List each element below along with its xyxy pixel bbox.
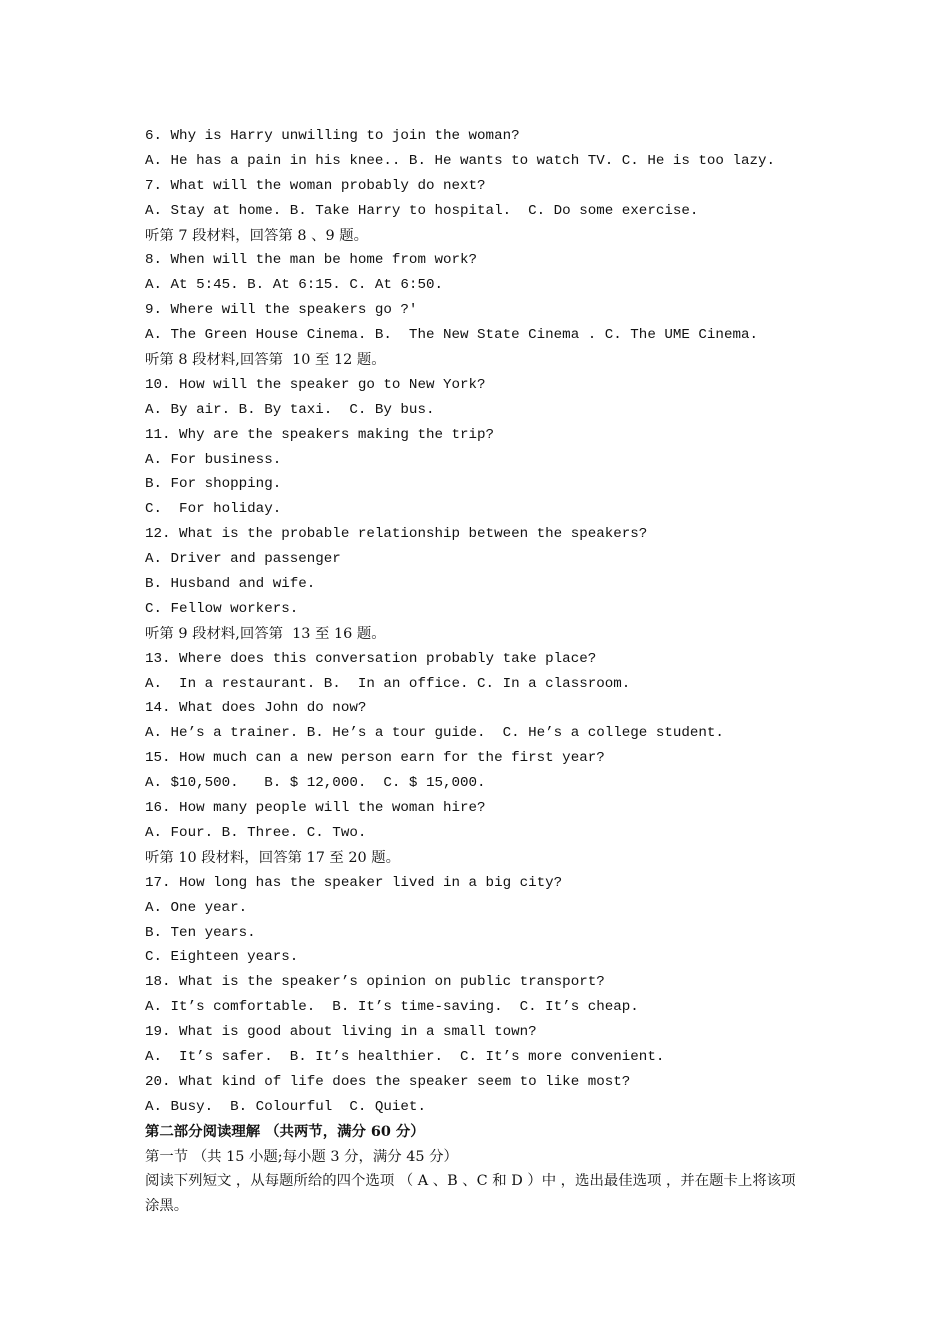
options-line: A. By air. B. By taxi. C. By bus.	[145, 401, 435, 418]
options-line: A. One year.	[145, 899, 248, 916]
options-line: A. $10,500. B. $ 12,000. C. $ 15,000.	[145, 775, 486, 792]
options-line: A. Busy. B. Colourful C. Quiet.	[145, 1098, 426, 1115]
options-line: B. For shopping.	[145, 476, 282, 493]
options-line: A. He’s a trainer. B. He’s a tour guide. C. He’s a college student.	[145, 725, 724, 742]
question-line: 7. What will the woman probably do next?	[145, 177, 486, 194]
options-line: C. For holiday.	[145, 501, 282, 518]
instruction-line: 听第 8 段材料,回答第 10 至 12 题。	[145, 352, 386, 369]
options-line: A. He has a pain in his knee.. B. He wants to watch TV. C. He is too lazy.	[145, 152, 776, 169]
question-line: 15. How much can a new person earn for the first year?	[145, 750, 605, 767]
question-line: 10. How will the speaker go to New York?	[145, 376, 486, 393]
options-line: A. Four. B. Three. C. Two.	[145, 824, 367, 841]
section-heading: 第二部分阅读理解 （共两节，满分 60 分）	[145, 1122, 425, 1140]
options-line: A. Stay at home. B. Take Harry to hospital. C. Do some exercise.	[145, 202, 699, 219]
options-line: A. It’s safer. B. It’s healthier. C. It’s more convenient.	[145, 1048, 665, 1065]
instruction-line: 阅读下列短文 ，从每题所给的四个选项 （ A 、B 、C 和 D ）中 ，选出最佳选项 ，并在题卡上将该项涂黑。	[145, 1173, 796, 1215]
question-line: 11. Why are the speakers making the trip?	[145, 426, 495, 443]
instruction-line: 第一节 （共 15 小题;每小题 3 分，满分 45 分）	[145, 1148, 458, 1165]
question-line: 19. What is good about living in a small town?	[145, 1024, 537, 1041]
question-line: 17. How long has the speaker lived in a big city?	[145, 874, 563, 891]
question-line: 20. What kind of life does the speaker seem to like most?	[145, 1073, 631, 1090]
question-line: 6. Why is Harry unwilling to join the woman?	[145, 128, 520, 144]
question-line: 13. Where does this conversation probably take place?	[145, 650, 597, 667]
question-line: 14. What does John do now?	[145, 700, 367, 717]
question-line: 16. How many people will the woman hire?	[145, 800, 486, 817]
question-line: 12. What is the probable relationship between the speakers?	[145, 526, 648, 543]
options-line: A. Driver and passenger	[145, 551, 341, 568]
options-line: A. In a restaurant. B. In an office. C. In a classroom.	[145, 675, 631, 692]
options-line: C. Eighteen years.	[145, 949, 299, 966]
question-line: 8. When will the man be home from work?	[145, 252, 478, 269]
options-line: B. Husband and wife.	[145, 576, 316, 593]
options-line: C. Fellow workers.	[145, 600, 299, 617]
options-line: A. At 5:45. B. At 6:15. C. At 6:50.	[145, 277, 443, 294]
options-line: B. Ten years.	[145, 924, 256, 941]
instruction-line: 听第 7 段材料，回答第 8 、9 题。	[145, 227, 369, 244]
options-line: A. For business.	[145, 451, 282, 468]
instruction-line: 听第 10 段材料，回答第 17 至 20 题。	[145, 849, 401, 866]
options-line: A. It’s comfortable. B. It’s time-saving. C. It’s cheap.	[145, 999, 639, 1016]
question-line: 18. What is the speaker’s opinion on public transport?	[145, 974, 605, 991]
question-line: 9. Where will the speakers go ?'	[145, 302, 418, 319]
instruction-line: 听第 9 段材料,回答第 13 至 16 题。	[145, 625, 386, 642]
document-body	[145, 124, 805, 1219]
options-line: A. The Green House Cinema. B. The New State Cinema . C. The UME Cinema.	[145, 327, 758, 344]
